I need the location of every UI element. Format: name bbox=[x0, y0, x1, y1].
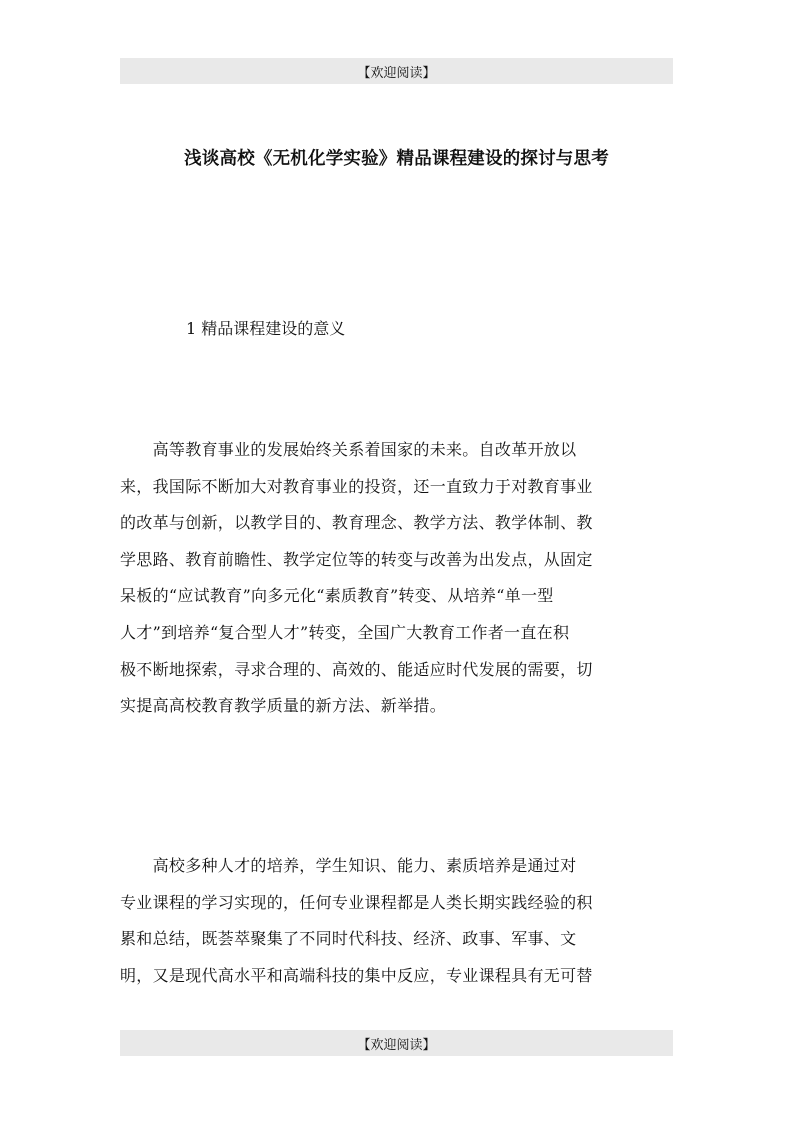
footer-banner bbox=[120, 1030, 673, 1056]
document-title: 浅谈高校《无机化学实验》精品课程建设的探讨与思考 bbox=[184, 149, 609, 169]
paragraph-line: 学思路、教育前瞻性、教学定位等的转变与改善为出发点，从固定 bbox=[120, 549, 593, 569]
header-banner-text: 【欢迎阅读】 bbox=[357, 65, 436, 81]
paragraph-line: 人才”到培养“复合型人才”转变，全国广大教育工作者一直在积 bbox=[120, 622, 570, 642]
paragraph-line: 来，我国际不断加大对教育事业的投资，还一直致力于对教育事业 bbox=[120, 476, 593, 496]
paragraph-line: 累和总结，既荟萃聚集了不同时代科技、经济、政事、军事、文 bbox=[120, 929, 577, 949]
paragraph-line: 极不断地探索，寻求合理的、高效的、能适应时代发展的需要，切 bbox=[120, 659, 593, 679]
section-heading: 1 精品课程建设的意义 bbox=[186, 319, 346, 338]
paragraph-2 bbox=[120, 848, 673, 994]
paragraph-line: 高等教育事业的发展始终关系着国家的未来。自改革开放以 bbox=[120, 440, 577, 459]
footer-banner-text: 【欢迎阅读】 bbox=[357, 1037, 436, 1053]
paragraph-line: 呆板的“应试教育”向多元化“素质教育”转变、从培养“单一型 bbox=[120, 586, 554, 606]
paragraph-line: 的改革与创新，以教学目的、教育理念、教学方法、教学体制、教 bbox=[120, 513, 593, 533]
paragraph-line: 高校多种人才的培养，学生知识、能力、素质培养是通过对 bbox=[120, 856, 577, 875]
paragraph-line: 明，又是现代高水平和高端科技的集中反应，专业课程具有无可替 bbox=[120, 965, 593, 985]
paragraph-line: 专业课程的学习实现的，任何专业课程都是人类长期实践经验的积 bbox=[120, 892, 593, 912]
header-banner bbox=[120, 58, 673, 84]
paragraph-1 bbox=[120, 432, 673, 725]
paragraph-line: 实提高高校教育教学质量的新方法、新举措。 bbox=[120, 696, 447, 716]
